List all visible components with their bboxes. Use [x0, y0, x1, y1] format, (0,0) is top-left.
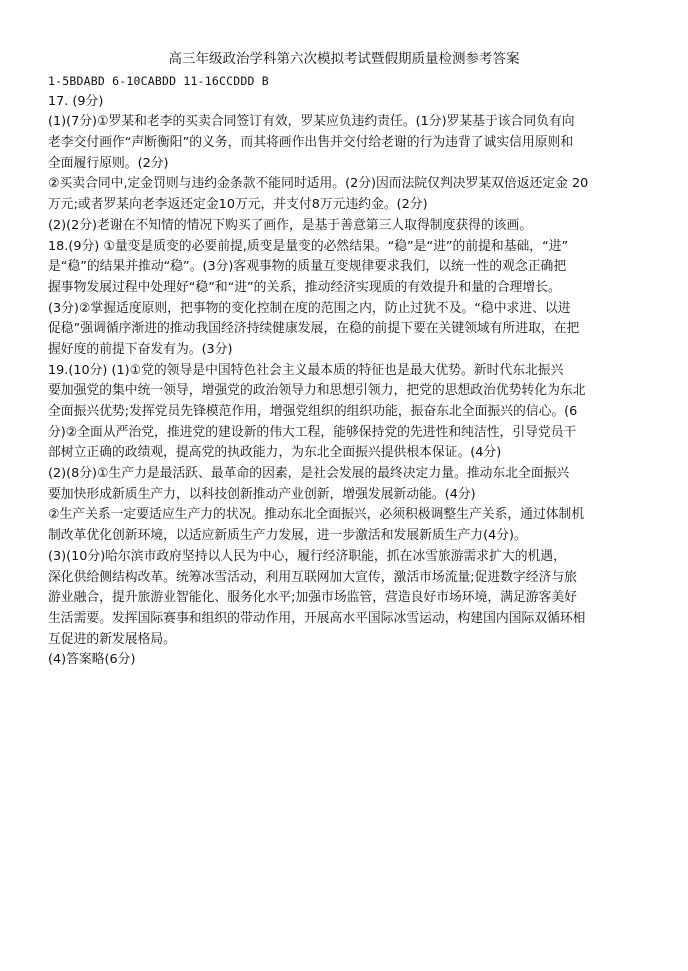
text-line: (1)(7分)①罗某和老李的买卖合同签订有效，罗某应负违约责任。(1分)罗某基于该合同负有向: [48, 114, 575, 130]
text-line: 深化供给侧结构改革。统筹冰雪活动，利用互联网加大宣传，激活市场流量;促进数字经济与旅: [48, 569, 577, 585]
q18-heading: 18.(9分) ①量变是质变的必要前提,质变是量变的必然结果。“稳”是“进”的前提和基础，“进”: [48, 238, 569, 254]
text-line: 握好度的前提下奋发有为。(3分): [48, 341, 233, 357]
text-line: (3分)②掌握适度原则，把事物的变化控制在度的范围之内，防止过犹不及。“稳中求进、以进: [48, 300, 571, 316]
text-line: 生活需要。发挥国际赛事和组织的带动作用，开展高水平国际冰雪运动，构建国内国际双循环相: [48, 610, 586, 626]
text-line: 制改革优化创新环境，以适应新质生产力发展，进一步激活和发展新质生产力(4分)。: [48, 528, 527, 544]
text-line: (4)答案略(6分): [48, 652, 136, 668]
text-line: 分)②全面从严治党，推进党的建设新的伟大工程，能够保持党的先进性和纯洁性，引导党员干: [48, 424, 577, 440]
text-line: (2)(2分)老谢在不知情的情况下购买了画作，是基于善意第三人取得制度获得的该画。: [48, 217, 533, 233]
q19-heading: 19.(10分) (1)①党的领导是中国特色社会主义最本质的特征也是最大优势。新时代东北振兴: [48, 362, 564, 378]
q17-heading: 17. (9分): [48, 93, 104, 109]
text-line: 全面振兴优势;发挥党员先锋模范作用，增强党组织的组织功能，振奋东北全面振兴的信心。(6: [48, 404, 578, 419]
text-line: (3)(10分)哈尔滨市政府坚持以人民为中心，履行经济职能，抓在冰雪旅游需求扩大的机遇，: [48, 548, 566, 564]
text-line: 促稳”强调循序渐进的推动我国经济持续健康发展，在稳的前提下要在关键领域有所进取，在把: [48, 321, 580, 337]
text-line: 互促进的新发展格局。: [48, 631, 176, 647]
multiple-choice-answers: 1-5BDABD 6-10CABDD 11-16CCDDD B: [48, 74, 269, 88]
text-line: ②生产关系一定要适应生产力的状况。推动东北全面振兴，必须积极调整生产关系，通过体制机: [48, 507, 585, 523]
answer-body: [48, 71, 648, 671]
text-line: 要加快形成新质生产力，以科技创新推动产业创新，增强发展新动能。(4分): [48, 486, 476, 502]
text-line: (2)(8分)①生产力是最活跃、最革命的因素，是社会发展的最终决定力量。推动东北全面振兴: [48, 466, 570, 482]
document-title: 高三年级政治学科第六次模拟考试暨假期质量检测参考答案: [168, 51, 520, 67]
text-line: 老李交付画作“声断衡阳”的义务，而其将画作出售并交付给老谢的行为违背了诚实信用原则和: [48, 135, 574, 151]
text-line: 要加强党的集中统一领导，增强党的政治领导力和思想引领力，把党的思想政治优势转化为东北: [48, 383, 586, 399]
text-line: ②买卖合同中,定金罚则与违约金条款不能同时适用。(2分)因而法院仅判决罗某双倍返还定金 20: [48, 176, 589, 192]
text-line: 部树立正确的政绩观，提高党的执政能力，为东北全面振兴提供根本保证。(4分): [48, 445, 502, 461]
text-line: 握事物发展过程中处理好“稳”和“进”的关系，推动经济实现质的有效提升和量的合理增长。: [48, 279, 561, 295]
text-line: 万元;或者罗某向老李返还定金10万元，并支付8万元违约金。(2分): [48, 197, 428, 213]
text-line: 全面履行原则。(2分): [48, 155, 169, 171]
text-line: 是“稳”的结果并推动“稳”。(3分)客观事物的质量互变规律要求我们，以统一性的观念正确把: [48, 259, 567, 275]
text-line: 游业融合，提升旅游业智能化、服务化水平;加强市场监管，营造良好市场环境，满足游客美好: [48, 590, 577, 606]
